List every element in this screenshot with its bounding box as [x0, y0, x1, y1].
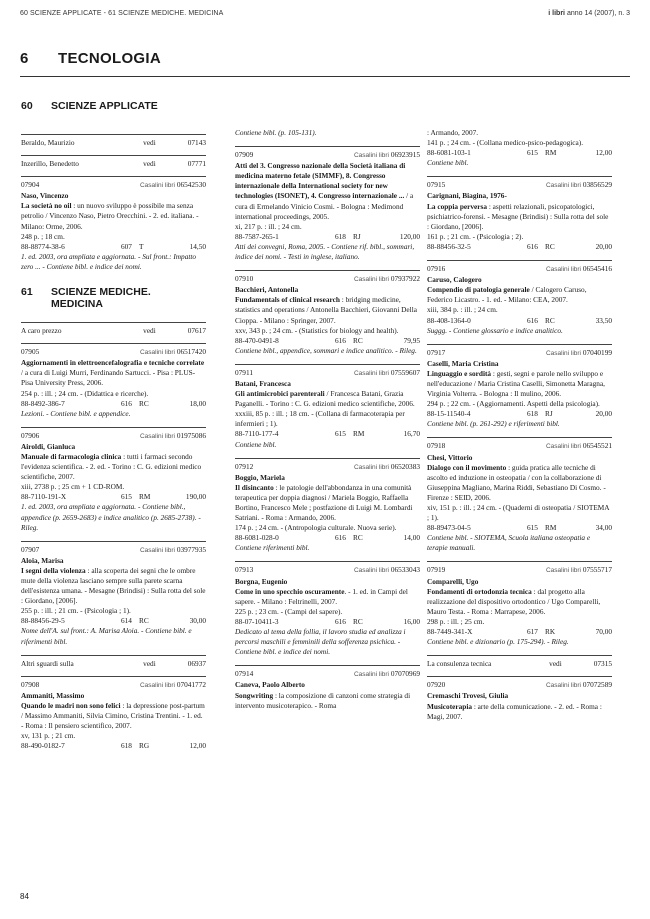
entry-author: Carignani, Biagina, 1976-	[427, 191, 507, 201]
xref-name: Altri sguardi sulla	[21, 658, 74, 668]
entry-price-row: 88-490-0182-7 618 RG 12,00	[21, 741, 206, 751]
entry-title: Fundamentals of clinical research : bridging medicine, statistics and operations / Antonella Bacchieri, Giovanni Della Cioppa. - Milano : Springer, 2007.	[235, 295, 417, 325]
entry-author: Caselli, Maria Cristina	[427, 358, 499, 368]
entry-price-row: 88-88774-38-6 607 T 14,50	[21, 241, 206, 251]
entry-author: Aloia, Marisa	[21, 555, 64, 565]
entry-number: 07907	[21, 544, 40, 554]
entry-price-row: 88-89473-04-5 615 RM 34,00	[427, 523, 612, 533]
catalog-entry: 07909 Casalini libri 06923915 Atti del 3. Congresso nazionale della Società italiana di medicina materno fetale (SIMMF), 8. Congresso internazionale della International society for new technologies (ISONET), 4. Congresso internazionale ... / a cura di Ermelando Vinicio Cosmi. - Bologna : Medimond international proceedings, 2005. xi, 217 p. : ill. ; 24 cm. 88-7587-265-1 618 RJ 120,00 Atti dei convegni, Roma, 2005. - Contiene rif. bibl., sommari, indice dei nomi. - Testi in inglese, italiano.	[235, 146, 420, 262]
entry-description: 255 p. : ill. ; 21 cm. - (Psicologia ; 1).	[21, 606, 131, 616]
column-2	[235, 128, 420, 719]
entry-price-row: 88-408-1364-0 616 RC 33,50	[427, 315, 612, 325]
catalog-entry: 07911 Casalini libri 07559607 Batani, Francesca Gli antimicrobici parenterali / Francesca Batani, Grazia Paganelli. - Torino : C. G. edizioni medico scientifiche, 2006. xxxiii, 85 p. : ill. ; 18 cm. - (Collana di farmacoterapia per infermieri ; 1). 88-7110-177-4 615 RM 16,70 Contiene bibl.	[235, 364, 420, 450]
casalini-id: 06542530	[176, 180, 206, 190]
entry-number: 07918	[427, 441, 446, 451]
entry-description: 225 p. ; 23 cm. - (Campi del sapere).	[235, 606, 343, 616]
entry-title: Manuale di farmacologia clinica : tutti i farmaci secondo l'evidenza scientifica. - 2. ed. - Torino : C. G. edizioni medico scientifiche, 2007.	[21, 451, 202, 482]
entry-number: 07905	[21, 347, 40, 357]
entry-number: 07916	[427, 264, 446, 274]
subsection-name: SCIENZE MEDICHE.	[51, 286, 151, 299]
entry-description: xi, 217 p. : ill. ; 24 cm.	[235, 221, 302, 231]
cross-reference[interactable]	[21, 155, 206, 169]
entry-title: Come in uno specchio oscuramente. - 1. ed. in Campi del sapere. - Milano : Feltrinelli, 2007.	[235, 586, 408, 606]
entry-author: Batani, Francesca	[235, 378, 291, 388]
entry-price-row: 88-8492-386-7 616 RC 18,00	[21, 398, 206, 408]
entry-price-row: 88-7110-191-X 615 RM 190,00	[21, 492, 206, 502]
xref-number: 06937	[187, 658, 206, 668]
catalog-entry: 07916 Casalini libri 06545416 Caruso, Calogero Compendio di patologia generale / Calogero Caruso, Federico Licastro. - 1. ed. - Milano: CEA, 2007. xiii, 384 p. : ill. ; 24 cm. 88-408-1364-0 616 RC 33,50 Suggg. - Contiene glossario e indice analitico.	[427, 260, 612, 336]
entry-title: Il disincanto : le patologie dell'abbondanza in una comunità terapeutica per doppia diagnosi / Mariela Boggio, Raffaella Bortino, Francesco Mele ; postfazione di Luigi M. Lombardi Satriani. - Roma : Armando, 2006.	[235, 482, 413, 523]
entry-description: 174 p. ; 24 cm. - (Antropologia culturale. Nuova serie).	[235, 523, 397, 533]
running-header-right	[548, 10, 630, 17]
catalog-entry: 07918 Casalini libri 06545521 Chesi, Vittorio Dialogo con il movimento : guida pratica alle tecniche di ascolto ed induzione in osteopatia / con la collaborazione di Giuseppina Magliano, Marina Riddi, Sebastiano Di Cosmo. - Firenze : SEID, 2006. xiv, 151 p. : ill. ; 24 cm. - (Quaderni di osteopatia / SIOTEMA ; 1). 88-89473-04-5 615 RM 34,00 Contiene bibl. - SIOTEMA, Scuola italiana osteopatia e terapie manuali.	[427, 437, 612, 553]
section-rule	[20, 76, 630, 77]
casalini-label: Casalini libri	[139, 182, 175, 190]
entry-title: Aggiornamenti in elettroencefalografia e tecniche correlate / a cura di Luigi Murri, Ferdinando Sartucci. - Pisa : PLUS-Pisa University Press, 2006.	[21, 358, 205, 388]
entry-author: Caneva, Paolo Alberto	[235, 680, 305, 690]
cross-reference[interactable]	[21, 134, 206, 148]
xref-vedi: vedi	[143, 138, 156, 147]
catalog-entry: 07908 Casalini libri 07041772 Ammaniti, Massimo Quando le madri non sono felici : la depressione post-partum / Massimo Ammaniti, Silvia Cimino, Cristina Trentini. - 1. ed. - Roma : Il pensiero scientifico, 2007. xv, 131 p. ; 21 cm. 88-490-0182-7 618 RG 12,00	[21, 676, 206, 752]
entry-price-row: 88-15-11540-4 618 RJ 20,00	[427, 409, 612, 419]
entry-number: 07919	[427, 565, 446, 575]
entry-author: Naso, Vincenzo	[21, 191, 69, 201]
entry-continued: : Armando, 2007. 141 p. ; 24 cm. - (Collana medico-psico-pedagogica). 88-6081-103-1 615 RM 12,00 Contiene bibl.	[427, 128, 612, 168]
entry-title: Fondamenti di ortodonzia tecnica : dal progetto alla realizzazione del dispositivo ortodontico / Ugo Comparelli, Mauro Testa. - Roma : Marrapese, 2006.	[427, 586, 601, 616]
entry-note: 1. ed. 2003, ora ampliata e aggiornata. - Sul front.: Impatto zero ... - Contiene bibl. e indice dei nomi.	[21, 251, 197, 271]
entry-title: La coppia perversa : aspetti relazionali, psicopatologici, psichiatrico-forensi. - Mesagne (Brindisi) : Sulla rotta del sole : Giordano, [2006].	[427, 201, 609, 231]
xref-number: 07771	[187, 159, 206, 169]
entry-number: 07914	[235, 669, 254, 679]
subsection-61-title	[21, 286, 206, 310]
xref-vedi: vedi	[143, 658, 156, 668]
subsection-60-title	[21, 100, 206, 112]
catalog-entry: 07914 Casalini libri 07070969 Caneva, Paolo Alberto Songwriting : la composizione di canzoni come strategia di intervento musicoterapico. - Roma	[235, 665, 420, 710]
catalog-entry	[21, 176, 206, 272]
catalog-entry: 07906 Casalini libri 01975086 Airoldi, Gianluca Manuale di farmacologia clinica : tutti i farmaci secondo l'evidenza scientifica. - 2. ed. - Torino : C. G. edizioni medico scientifiche, 2007. xiii, 2738 p. ; 25 cm + 1 CD-ROM. 88-7110-191-X 615 RM 190,00 1. ed. 2003, ora ampliata e aggiornata. - Contiene bibl., appendice (p. 2659-2683) e indice analitico (p. 2685-2738). - Rileg.	[21, 427, 206, 533]
entry-description: 254 p. : ill. ; 24 cm. - (Didattica e ricerche).	[21, 388, 149, 398]
entry-note: Contiene bibl.	[235, 439, 277, 449]
xref-number: 07143	[187, 138, 206, 147]
entry-author: Bacchieri, Antonella	[235, 285, 299, 295]
entry-title: Gli antimicrobici parenterali / Francesca Batani, Grazia Paganelli. - Torino : C. G. edizioni medico scientifiche, 2006.	[235, 389, 415, 409]
entry-title: Dialogo con il movimento : guida pratica alle tecniche di ascolto ed induzione in osteopatia / con la collaborazione di Giuseppina Magliano, Marina Riddi, Sebastiano Di Cosmo. - Firenze : SEID, 2006.	[427, 462, 606, 502]
column-1	[21, 100, 206, 759]
entry-description: xv, 131 p. ; 21 cm.	[21, 731, 76, 741]
entry-note: Nome dell'A. sul front.: A. Marisa Aloia. - Contiene bibl. e riferimenti bibl.	[21, 626, 192, 646]
cross-reference[interactable]	[427, 655, 612, 669]
entry-price-row: 88-470-0491-8 616 RC 79,95	[235, 335, 420, 345]
catalog-entry: 07920 Casalini libri 07072589 Cremaschi Trovesi, Giulia Musicoterapia : arte della comunicazione. - 2. ed. - Roma : Magi, 2007.	[427, 676, 612, 721]
entry-number: 07920	[427, 680, 446, 690]
entry-note: Atti dei convegni, Roma, 2005. - Contiene rif. bibl., sommari, indice dei nomi. - Testi in inglese, italiano.	[235, 241, 415, 262]
catalog-entry: 07917 Casalini libri 07040199 Caselli, Maria Cristina Linguaggio e sordità : gesti, segni e parole nello sviluppo e nell'educazione / Maria Cristina Caselli, Simonetta Maragna, Virginia Volterra. - Bologna : Il mulino, 2006. 294 p. ; 22 cm. - (Aggiornamenti. Aspetti della psicologia). 88-15-11540-4 618 RJ 20,00 Contiene bibl. (p. 261-292) e riferimenti bibl.	[427, 344, 612, 430]
running-header-left: 60 SCIENZE APPLICATE - 61 SCIENZE MEDICHE. MEDICINA	[20, 10, 224, 17]
entry-number: 07906	[21, 430, 40, 440]
entry-price-row: 88-6081-028-0 616 RC 14,00	[235, 533, 420, 543]
xref-name: Inzerillo, Benedetto	[21, 159, 79, 169]
journal-title: i libri	[548, 10, 565, 17]
entry-author: Comparelli, Ugo	[427, 576, 479, 586]
catalog-entry: 07910 Casalini libri 07937922 Bacchieri, Antonella Fundamentals of clinical research : bridging medicine, statistics and operations / Antonella Bacchieri, Giovanni Della Cioppa. - Milano : Springer, 2007. xxv, 343 p. ; 24 cm. - (Statistics for biology and health). 88-470-0491-8 616 RC 79,95 Contiene bibl., appendice, sommari e indice analitico. - Rileg.	[235, 270, 420, 356]
entry-number: 07915	[427, 180, 446, 190]
entry-price-row: 88-7449-341-X 617 RK 70,00	[427, 627, 612, 637]
entry-price-row: 88-7110-177-4 615 RM 16,70	[235, 429, 420, 439]
journal-issue: anno 14 (2007), n. 3	[565, 10, 630, 17]
entry-title: Compendio di patologia generale / Calogero Caruso, Federico Licastro. - 1. ed. - Milano: CEA, 2007.	[427, 285, 587, 305]
entry-note: Contiene bibl. - SIOTEMA, Scuola italiana osteopatia e terapie manuali.	[427, 533, 591, 553]
section-number: 6	[20, 50, 29, 67]
entry-note: 1. ed. 2003, ora ampliata e aggiornata. - Contiene bibl., appendice (p. 2659-2683) e indice analitico (p. 2685-2738). - Rileg.	[21, 502, 201, 532]
xref-number: 07315	[593, 659, 612, 669]
entry-number: 07904	[21, 180, 40, 190]
entry-title: Quando le madri non sono felici : la depressione post-partum / Massimo Ammaniti, Silvia Cimino, Cristina Trentini. - 1. ed. - Roma : Il pensiero scientifico, 2007.	[21, 700, 205, 731]
entry-number: 07908	[21, 679, 40, 689]
entry-note: Contiene bibl. (p. 261-292) e riferimenti bibl.	[427, 419, 560, 429]
catalog-entry: 07915 Casalini libri 03856529 Carignani, Biagina, 1976- La coppia perversa : aspetti relazionali, psicopatologici, psichiatrico-forensi. - Mesagne (Brindisi) : Sulla rotta del sole : Giordano, [2006]. 161 p. ; 21 cm. - (Psicologia ; 2). 88-88456-32-5 616 RC 20,00	[427, 176, 612, 252]
entry-description: 298 p. : ill. ; 25 cm.	[427, 616, 485, 626]
entry-price-row: 88-7587-265-1 618 RJ 120,00	[235, 231, 420, 241]
entry-number: 07913	[235, 565, 254, 575]
entry-description: 294 p. ; 22 cm. - (Aggiornamenti. Aspetti della psicologia).	[427, 399, 600, 409]
entry-author: Chesi, Vittorio	[427, 452, 473, 462]
entry-description: xxxiii, 85 p. : ill. ; 18 cm. - (Collana di farmacoterapia per infermieri ; 1).	[235, 409, 405, 429]
entry-note: Contiene riferimenti bibl.	[235, 543, 310, 553]
section-title	[20, 50, 161, 67]
entry-title: Atti del 3. Congresso nazionale della Società italiana di medicina materno fetale (SIMMF), 8. Congresso internazionale della International society for new technologies (ISONET), 4. Congresso internazionale ... / a cura di Ermelando Vinicio Cosmi. - Bologna : Medimond international proceedings, 2005.	[235, 161, 414, 221]
catalog-entry: 07905 Casalini libri 06517420 Aggiornamenti in elettroencefalografia e tecniche correlate / a cura di Luigi Murri, Ferdinando Sartucci. - Pisa : PLUS-Pisa University Press, 2006. 254 p. : ill. ; 24 cm. - (Didattica e ricerche). 88-8492-386-7 616 RC 18,00 Lezioni. - Contiene bibl. e appendice.	[21, 343, 206, 419]
catalog-entry: 07919 Casalini libri 07555717 Comparelli, Ugo Fondamenti di ortodonzia tecnica : dal progetto alla realizzazione del dispositivo ortodontico / Ugo Comparelli, Mauro Testa. - Roma : Marrapese, 2006. 298 p. : ill. ; 25 cm. 88-7449-341-X 617 RK 70,00 Contiene bibl. e dizionario (p. 175-294). - Rileg.	[427, 561, 612, 647]
entry-description: xiii, 384 p. : ill. ; 24 cm.	[427, 305, 498, 315]
entry-number: 07909	[235, 150, 254, 160]
entry-author: Cremaschi Trovesi, Giulia	[427, 691, 509, 701]
entry-description: 161 p. ; 21 cm. - (Psicologia ; 2).	[427, 231, 524, 241]
entry-author: Caruso, Calogero	[427, 275, 482, 285]
entry-note: Contiene bibl., appendice, sommari e indice analitico. - Rileg.	[235, 345, 417, 355]
entry-title: Songwriting : la composizione di canzoni come strategia di intervento musicoterapico. - Roma	[235, 690, 411, 710]
catalog-entry: 07907 Casalini libri 03977935 Aloia, Marisa I segni della violenza : alla scoperta dei segni che le ombre mute della violenza lasciano sempre sulla parete scarna dell'esistenza umana. - Mesagne (Brindisi) : Sulla rotta del sole : Giordano, [2006]. 255 p. : ill. ; 21 cm. - (Psicologia ; 1). 88-88456-29-5 614 RC 30,00 Nome dell'A. sul front.: A. Marisa Aloia. - Contiene bibl. e riferimenti bibl.	[21, 541, 206, 647]
entry-number: 07911	[235, 367, 253, 377]
xref-vedi: vedi	[143, 159, 156, 169]
subsection-name-line2: MEDICINA	[51, 298, 103, 311]
section-name: TECNOLOGIA	[58, 50, 161, 67]
entry-author: Boggio, Mariela	[235, 472, 285, 482]
entry-number: 07912	[235, 461, 254, 471]
entry-price-row: 88-88456-32-5 616 RC 20,00	[427, 241, 612, 251]
xref-number: 07617	[187, 326, 206, 336]
entry-number: 07910	[235, 274, 254, 284]
entry-price-row: 88-07-10411-3 616 RC 16,00	[235, 616, 420, 626]
entry-author: Borgna, Eugenio	[235, 576, 288, 586]
entry-note: Dedicato al tema della follia, il lavoro studia ed analizza i percorsi maschili e femminili della sofferenza psichica. - Contiene bibl. e indice dei nomi.	[235, 627, 406, 657]
entry-title: La società no oil : un nuovo sviluppo è possibile ma senza petrolio / Vincenzo Naso, Pietro Orecchini. - 2. ed. italiana. - Milano: Orme, 2006.	[21, 201, 199, 231]
xref-vedi: vedi	[549, 659, 562, 669]
entry-note: Suggg. - Contiene glossario e indice analitico.	[427, 325, 563, 335]
subsection-number: 61	[21, 286, 33, 299]
xref-name: La consulenza tecnica	[427, 659, 492, 669]
entry-title: Musicoterapia : arte della comunicazione. - 2. ed. - Roma : Magi, 2007.	[427, 701, 602, 721]
entry-note: Lezioni. - Contiene bibl. e appendice.	[21, 408, 131, 418]
cross-reference[interactable]	[21, 655, 206, 669]
catalog-entry: 07913 Casalini libri 06533043 Borgna, Eugenio Come in uno specchio oscuramente. - 1. ed. in Campi del sapere. - Milano : Feltrinelli, 2007. 225 p. ; 23 cm. - (Campi del sapere). 88-07-10411-3 616 RC 16,00 Dedicato al tema della follia, il lavoro studia ed analizza i percorsi maschili e femminili della sofferenza psichica. - Contiene bibl. e indice dei nomi.	[235, 561, 420, 657]
subsection-number: 60	[21, 100, 33, 112]
xref-name: Beraldo, Maurizio	[21, 138, 75, 147]
entry-price-row: 88-88456-29-5 614 RC 30,00	[21, 616, 206, 626]
entry-title: Linguaggio e sordità : gesti, segni e parole nello sviluppo e nell'educazione / Maria Cristina Caselli, Simonetta Maragna, Virginia Volterra. - Bologna : Il mulino, 2006.	[427, 368, 606, 399]
xref-name: A caro prezzo	[21, 326, 62, 336]
entry-description: xiii, 2738 p. ; 25 cm + 1 CD-ROM.	[21, 482, 125, 492]
entry-note: Contiene bibl. e dizionario (p. 175-294). - Rileg.	[427, 637, 569, 647]
entry-author: Ammaniti, Massimo	[21, 690, 85, 700]
catalog-entry: 07912 Casalini libri 06520383 Boggio, Mariela Il disincanto : le patologie dell'abbondanza in una comunità terapeutica per doppia diagnosi / Mariela Boggio, Raffaella Bortino, Francesco Mele ; postfazione di Luigi M. Lombardi Satriani. - Roma : Armando, 2006. 174 p. ; 24 cm. - (Antropologia culturale. Nuova serie). 88-6081-028-0 616 RC 14,00 Contiene riferimenti bibl.	[235, 458, 420, 554]
entry-description: 248 p. ; 18 cm.	[21, 231, 65, 241]
column-3	[427, 128, 612, 730]
cross-reference[interactable]	[21, 322, 206, 336]
entry-note-continued: Contiene bibl. (p. 105-131).	[235, 128, 317, 137]
entry-number: 07917	[427, 347, 446, 357]
xref-vedi: vedi	[143, 326, 156, 336]
page-number: 84	[20, 892, 29, 901]
entry-description: xiv, 151 p. : ill. ; 24 cm. - (Quaderni di osteopatia / SIOTEMA ; 1).	[427, 503, 610, 523]
entry-description: xxv, 343 p. ; 24 cm. - (Statistics for biology and health).	[235, 325, 399, 335]
entry-price-row: 88-6081-103-1 615 RM 12,00	[427, 148, 612, 158]
subsection-name: SCIENZE APPLICATE	[51, 100, 158, 112]
entry-title: I segni della violenza : alla scoperta dei segni che le ombre mute della violenza lasciano sempre sulla parete scarna dell'esistenza umana. - Mesagne (Brindisi) : Sulla rotta del sole : Giordano, [2006].	[21, 565, 206, 606]
entry-author: Airoldi, Gianluca	[21, 441, 76, 451]
